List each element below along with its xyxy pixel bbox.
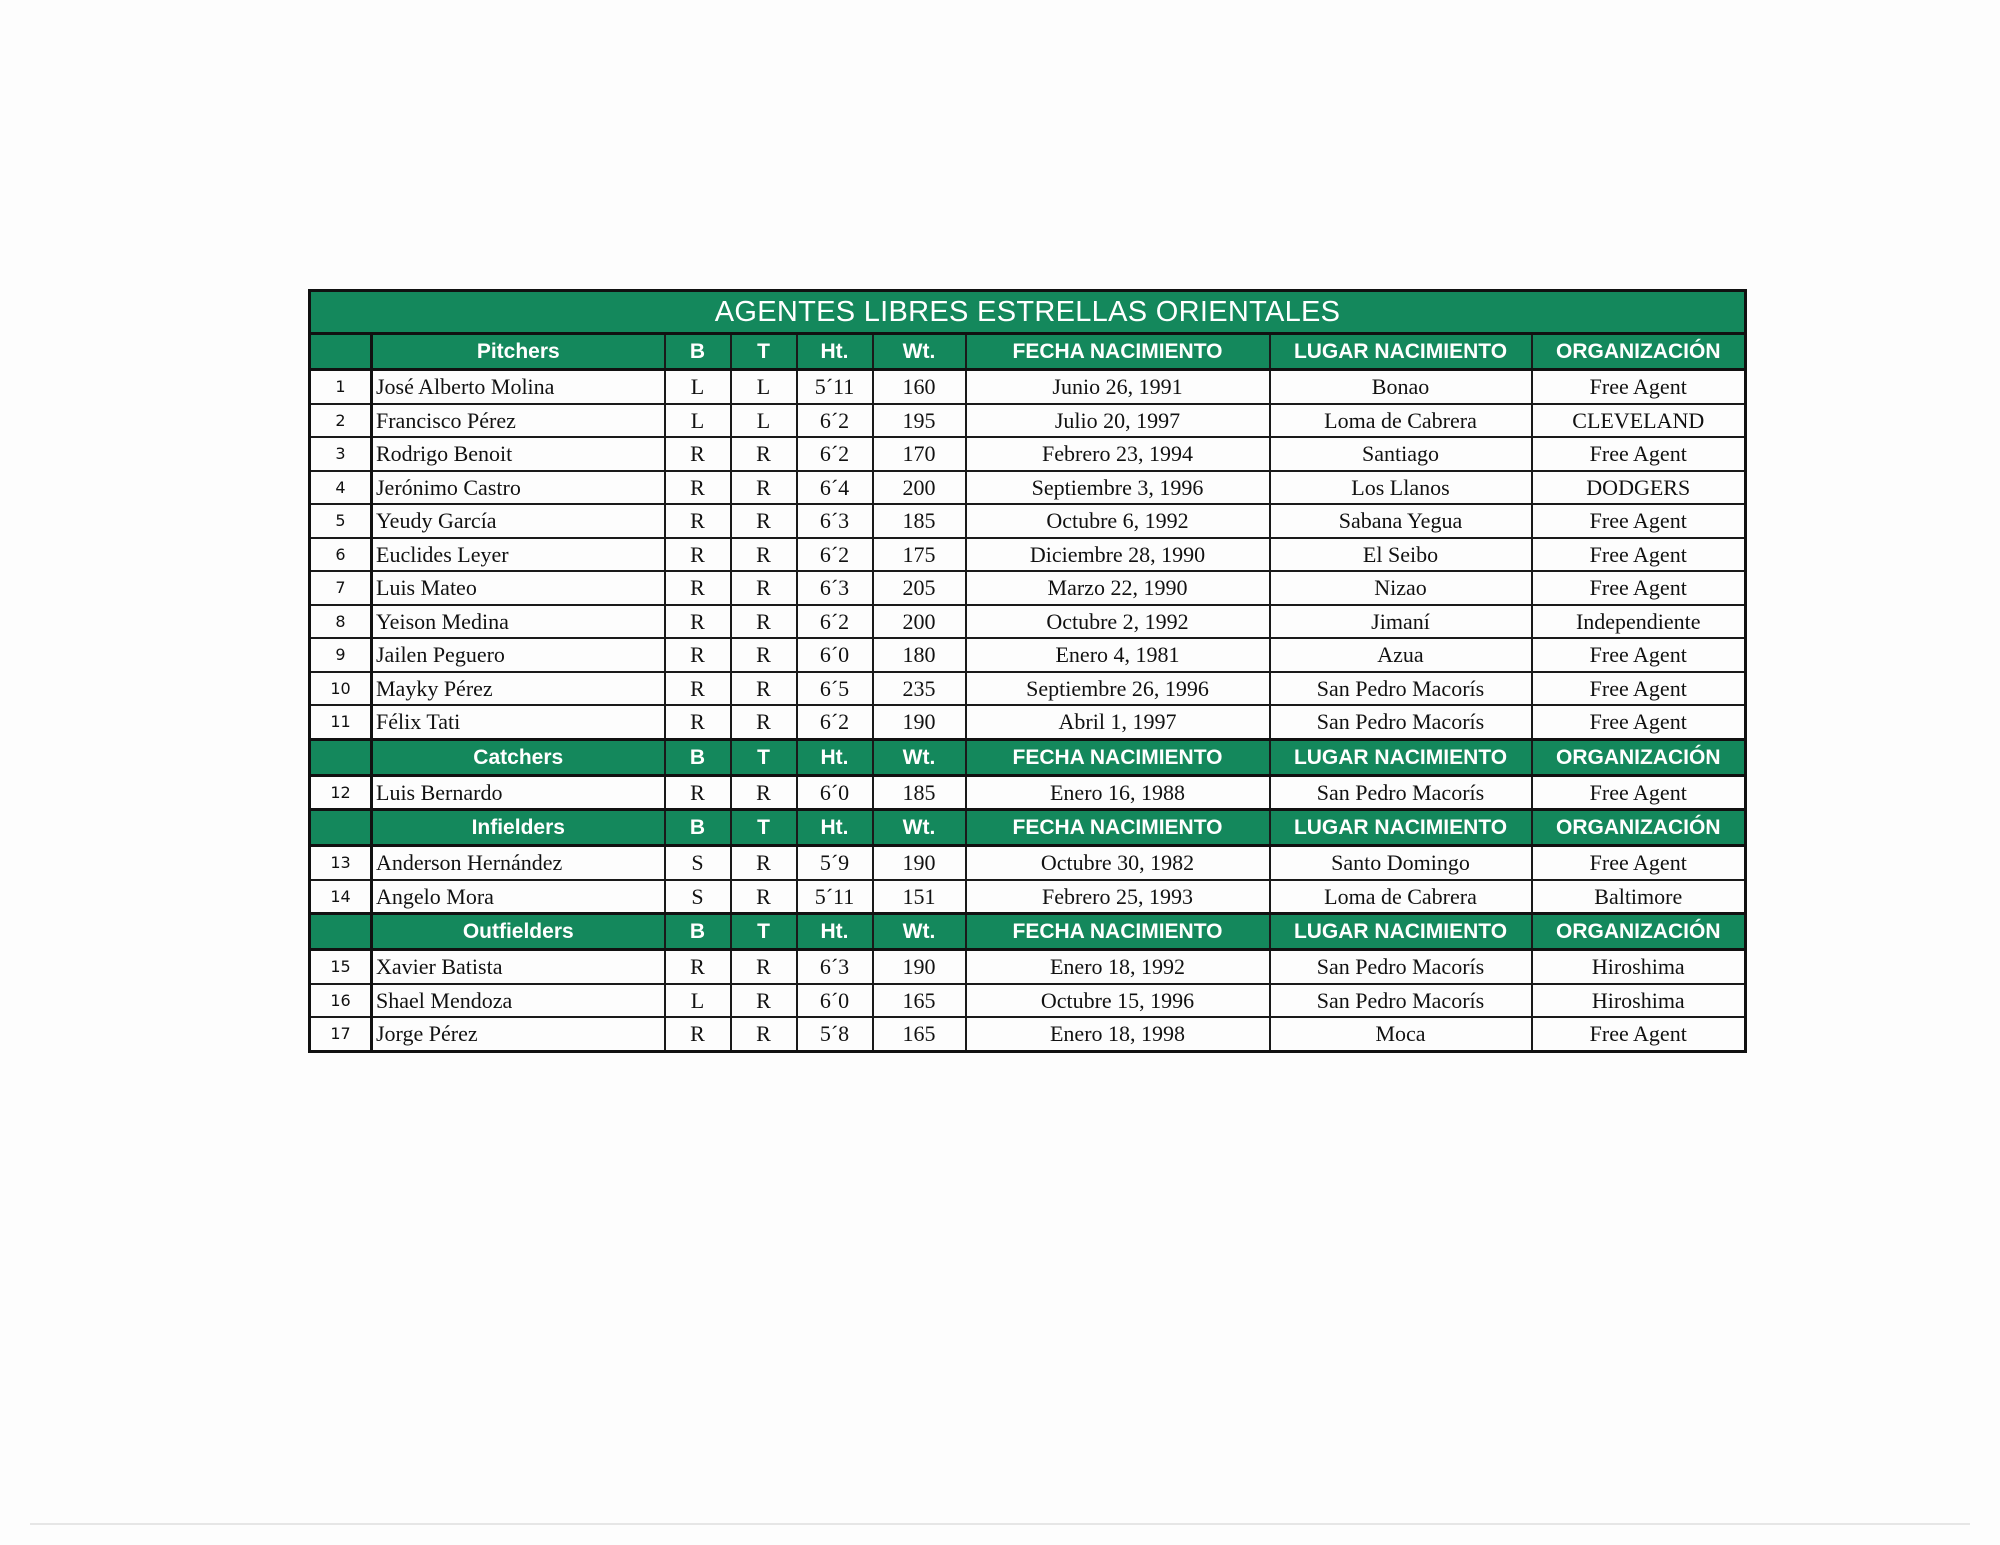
player-weight: 160 [873,370,966,404]
section-header-outfielders [310,914,1746,950]
table-row [310,504,1746,538]
player-throws: L [731,404,797,438]
column-header-organization: ORGANIZACIÓN [1532,810,1746,846]
table-row [310,638,1746,672]
player-birth-date: Octubre 2, 1992 [966,605,1270,639]
player-birth-place: Santiago [1270,437,1532,471]
player-throws: R [731,638,797,672]
player-bats: L [665,404,731,438]
column-header-birth-place: LUGAR NACIMIENTO [1270,810,1532,846]
title-row [310,291,1746,334]
table-row [310,846,1746,880]
player-weight: 205 [873,571,966,605]
player-height: 6´0 [797,984,873,1018]
player-name: Angelo Mora [372,880,665,914]
player-organization: CLEVELAND [1532,404,1746,438]
player-height: 6´0 [797,638,873,672]
column-header-height: Ht. [797,739,873,775]
player-weight: 195 [873,404,966,438]
player-name: Félix Tati [372,705,665,739]
player-organization: Free Agent [1532,672,1746,706]
player-name: Anderson Hernández [372,846,665,880]
column-header-organization: ORGANIZACIÓN [1532,334,1746,370]
player-bats: R [665,504,731,538]
table-row [310,437,1746,471]
section-number-spacer [310,914,372,950]
player-birth-date: Marzo 22, 1990 [966,571,1270,605]
player-birth-date: Septiembre 3, 1996 [966,471,1270,505]
player-organization: Free Agent [1532,370,1746,404]
player-organization: Free Agent [1532,437,1746,471]
player-name: Rodrigo Benoit [372,437,665,471]
player-bats: R [665,571,731,605]
player-weight: 190 [873,705,966,739]
player-birth-date: Diciembre 28, 1990 [966,538,1270,572]
row-number: 3 [310,437,372,471]
player-weight: 165 [873,1017,966,1051]
column-header-organization: ORGANIZACIÓN [1532,739,1746,775]
player-birth-date: Enero 18, 1992 [966,950,1270,984]
player-organization: Free Agent [1532,846,1746,880]
row-number: 17 [310,1017,372,1051]
player-organization: Hiroshima [1532,984,1746,1018]
section-number-spacer [310,739,372,775]
player-birth-place: Bonao [1270,370,1532,404]
section-label: Pitchers [372,334,665,370]
player-throws: L [731,370,797,404]
player-height: 6´2 [797,705,873,739]
row-number: 14 [310,880,372,914]
player-bats: L [665,370,731,404]
player-name: Luis Bernardo [372,775,665,810]
player-height: 6´5 [797,672,873,706]
player-name: Mayky Pérez [372,672,665,706]
column-header-weight: Wt. [873,914,966,950]
row-number: 7 [310,571,372,605]
player-height: 6´3 [797,571,873,605]
table-row [310,605,1746,639]
player-birth-place: El Seibo [1270,538,1532,572]
player-weight: 190 [873,950,966,984]
column-header-throws: T [731,334,797,370]
column-header-throws: T [731,914,797,950]
row-number: 8 [310,605,372,639]
player-birth-date: Octubre 30, 1982 [966,846,1270,880]
player-bats: R [665,538,731,572]
player-organization: Baltimore [1532,880,1746,914]
player-name: Yeison Medina [372,605,665,639]
section-number-spacer [310,334,372,370]
player-weight: 170 [873,437,966,471]
roster-table [308,289,1747,1053]
section-label: Outfielders [372,914,665,950]
table-row [310,880,1746,914]
player-birth-place: Jimaní [1270,605,1532,639]
player-name: Francisco Pérez [372,404,665,438]
player-throws: R [731,471,797,505]
player-throws: R [731,504,797,538]
table-title: AGENTES LIBRES ESTRELLAS ORIENTALES [310,291,1746,334]
section-header-catchers [310,739,1746,775]
row-number: 16 [310,984,372,1018]
player-birth-date: Octubre 15, 1996 [966,984,1270,1018]
player-bats: L [665,984,731,1018]
player-birth-date: Enero 4, 1981 [966,638,1270,672]
row-number: 11 [310,705,372,739]
player-organization: Free Agent [1532,638,1746,672]
column-header-weight: Wt. [873,334,966,370]
player-bats: R [665,950,731,984]
player-weight: 190 [873,846,966,880]
player-height: 5´11 [797,880,873,914]
player-organization: Hiroshima [1532,950,1746,984]
column-header-throws: T [731,810,797,846]
table-row [310,775,1746,810]
player-bats: R [665,437,731,471]
column-header-birth-date: FECHA NACIMIENTO [966,810,1270,846]
player-weight: 200 [873,605,966,639]
player-height: 6´2 [797,538,873,572]
row-number: 4 [310,471,372,505]
player-name: Xavier Batista [372,950,665,984]
row-number: 15 [310,950,372,984]
row-number: 13 [310,846,372,880]
player-birth-date: Junio 26, 1991 [966,370,1270,404]
player-bats: R [665,638,731,672]
player-name: Jailen Peguero [372,638,665,672]
player-throws: R [731,846,797,880]
player-height: 6´3 [797,504,873,538]
player-bats: R [665,1017,731,1051]
player-throws: R [731,571,797,605]
column-header-height: Ht. [797,810,873,846]
player-birth-place: San Pedro Macorís [1270,705,1532,739]
table-row [310,370,1746,404]
player-height: 6´2 [797,404,873,438]
player-weight: 185 [873,775,966,810]
player-height: 6´4 [797,471,873,505]
player-organization: DODGERS [1532,471,1746,505]
table-row [310,471,1746,505]
column-header-bats: B [665,810,731,846]
player-birth-place: San Pedro Macorís [1270,775,1532,810]
player-throws: R [731,1017,797,1051]
player-name: Jerónimo Castro [372,471,665,505]
row-number: 10 [310,672,372,706]
column-header-birth-date: FECHA NACIMIENTO [966,914,1270,950]
player-bats: R [665,605,731,639]
column-header-throws: T [731,739,797,775]
player-height: 6´2 [797,605,873,639]
player-weight: 165 [873,984,966,1018]
player-birth-place: Santo Domingo [1270,846,1532,880]
column-header-birth-place: LUGAR NACIMIENTO [1270,334,1532,370]
player-throws: R [731,437,797,471]
row-number: 2 [310,404,372,438]
player-weight: 235 [873,672,966,706]
section-header-pitchers [310,334,1746,370]
player-height: 5´8 [797,1017,873,1051]
row-number: 5 [310,504,372,538]
table-row [310,1017,1746,1051]
row-number: 12 [310,775,372,810]
table-row [310,571,1746,605]
player-birth-place: Moca [1270,1017,1532,1051]
player-name: Yeudy García [372,504,665,538]
row-number: 1 [310,370,372,404]
player-birth-date: Octubre 6, 1992 [966,504,1270,538]
player-birth-place: San Pedro Macorís [1270,950,1532,984]
table-row [310,984,1746,1018]
player-weight: 200 [873,471,966,505]
player-bats: R [665,705,731,739]
player-name: Euclides Leyer [372,538,665,572]
player-bats: R [665,775,731,810]
player-name: Jorge Pérez [372,1017,665,1051]
column-header-height: Ht. [797,334,873,370]
section-label: Catchers [372,739,665,775]
player-name: Luis Mateo [372,571,665,605]
column-header-bats: B [665,739,731,775]
column-header-bats: B [665,334,731,370]
player-throws: R [731,605,797,639]
player-birth-date: Enero 18, 1998 [966,1017,1270,1051]
player-birth-place: Azua [1270,638,1532,672]
column-header-birth-place: LUGAR NACIMIENTO [1270,914,1532,950]
player-bats: S [665,846,731,880]
player-throws: R [731,775,797,810]
row-number: 9 [310,638,372,672]
table-row [310,705,1746,739]
column-header-birth-date: FECHA NACIMIENTO [966,739,1270,775]
player-birth-date: Febrero 23, 1994 [966,437,1270,471]
player-throws: R [731,705,797,739]
table-row [310,672,1746,706]
row-number: 6 [310,538,372,572]
player-organization: Free Agent [1532,1017,1746,1051]
player-birth-place: San Pedro Macorís [1270,984,1532,1018]
table-row [310,950,1746,984]
player-throws: R [731,538,797,572]
player-height: 6´2 [797,437,873,471]
player-birth-place: Loma de Cabrera [1270,880,1532,914]
player-name: José Alberto Molina [372,370,665,404]
column-header-birth-place: LUGAR NACIMIENTO [1270,739,1532,775]
player-weight: 185 [873,504,966,538]
player-organization: Free Agent [1532,571,1746,605]
player-organization: Free Agent [1532,705,1746,739]
column-header-weight: Wt. [873,739,966,775]
player-throws: R [731,984,797,1018]
player-bats: S [665,880,731,914]
player-organization: Independiente [1532,605,1746,639]
player-birth-place: Los Llanos [1270,471,1532,505]
column-header-birth-date: FECHA NACIMIENTO [966,334,1270,370]
player-birth-place: Sabana Yegua [1270,504,1532,538]
player-throws: R [731,950,797,984]
player-throws: R [731,672,797,706]
player-organization: Free Agent [1532,504,1746,538]
scan-edge [30,1523,1970,1525]
section-label: Infielders [372,810,665,846]
player-height: 5´9 [797,846,873,880]
player-birth-date: Enero 16, 1988 [966,775,1270,810]
player-height: 6´0 [797,775,873,810]
player-birth-place: San Pedro Macorís [1270,672,1532,706]
player-name: Shael Mendoza [372,984,665,1018]
player-birth-place: Nizao [1270,571,1532,605]
section-header-infielders [310,810,1746,846]
section-number-spacer [310,810,372,846]
player-organization: Free Agent [1532,775,1746,810]
player-birth-date: Abril 1, 1997 [966,705,1270,739]
table-row [310,538,1746,572]
player-weight: 151 [873,880,966,914]
player-throws: R [731,880,797,914]
player-height: 6´3 [797,950,873,984]
column-header-organization: ORGANIZACIÓN [1532,914,1746,950]
player-bats: R [665,672,731,706]
player-bats: R [665,471,731,505]
player-birth-date: Febrero 25, 1993 [966,880,1270,914]
column-header-weight: Wt. [873,810,966,846]
player-birth-date: Julio 20, 1997 [966,404,1270,438]
player-weight: 180 [873,638,966,672]
player-height: 5´11 [797,370,873,404]
player-organization: Free Agent [1532,538,1746,572]
column-header-height: Ht. [797,914,873,950]
player-birth-date: Septiembre 26, 1996 [966,672,1270,706]
player-birth-place: Loma de Cabrera [1270,404,1532,438]
table-row [310,404,1746,438]
column-header-bats: B [665,914,731,950]
player-weight: 175 [873,538,966,572]
